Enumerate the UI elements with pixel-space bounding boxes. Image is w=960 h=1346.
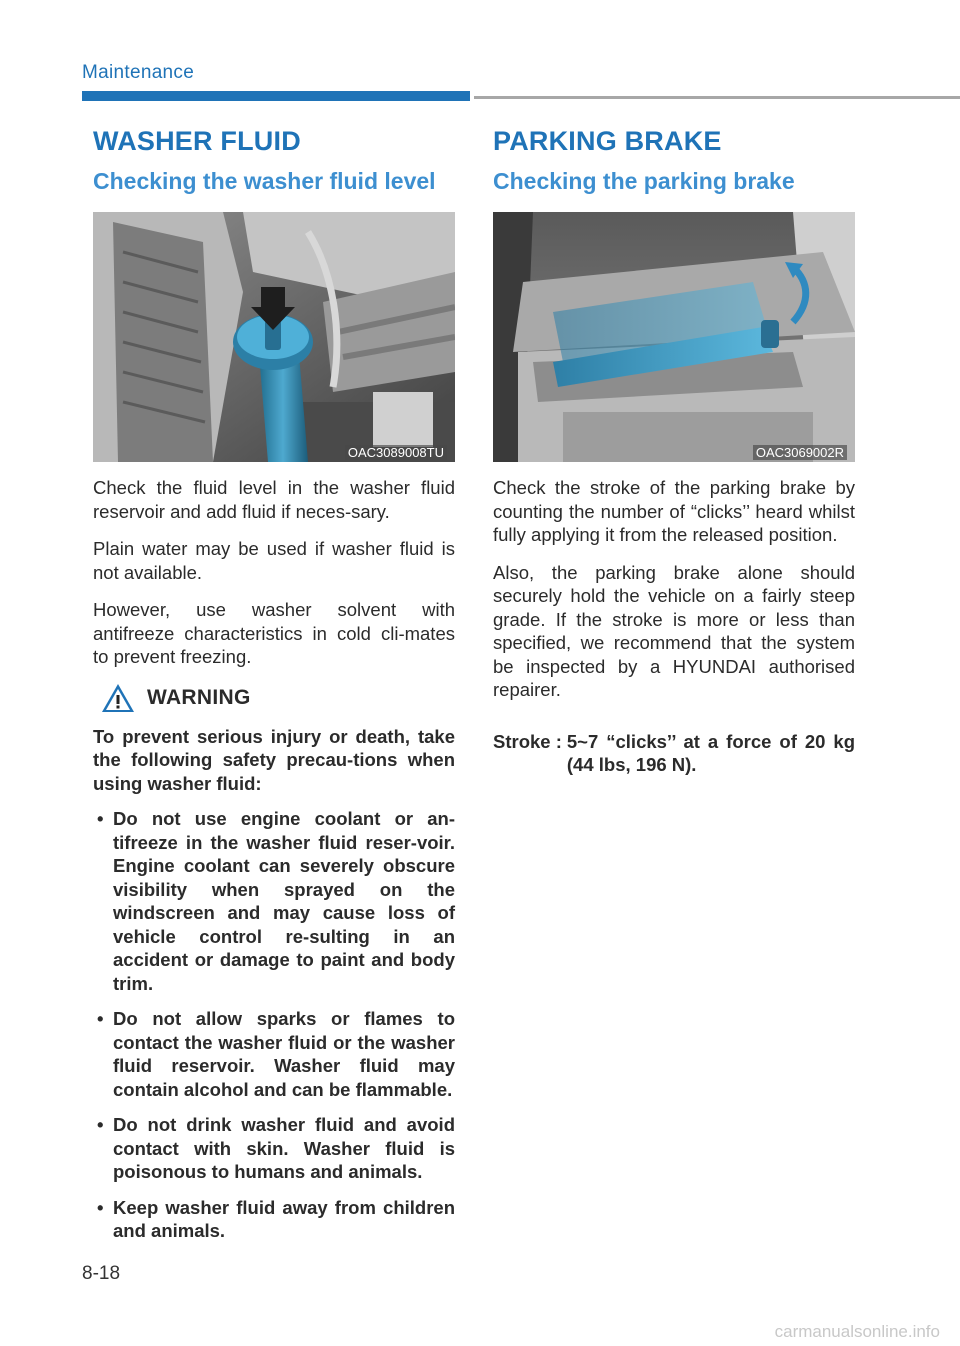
washer-fluid-title: WASHER FLUID [93, 126, 301, 156]
engine-bay-illustration [93, 212, 455, 462]
bullet-icon: • [97, 1008, 104, 1029]
bullet-icon: • [97, 1114, 104, 1135]
watermark: carmanualsonline.info [774, 1322, 940, 1341]
stroke-label: Stroke : [493, 730, 562, 752]
parking-brake-column [493, 118, 855, 777]
paragraph: However, use washer solvent with antifreeze characteristics in cold cli-mates to prevent freezing. [93, 599, 455, 667]
paragraph: Also, the parking brake alone should securely hold the vehicle on a fairly steep grade. If the stroke is more or less than specified, we recommend that the system be inspected by a HYUNDAI authorised repairer. [493, 561, 855, 700]
list-item: • Do not use engine coolant or an-tifreeze in the washer fluid reser-voir. Engine coolant can severely obscure visibility when sprayed on the windscreen and may cause loss of vehicle control re-sulting in an accident or damage to paint and body trim. [97, 808, 455, 994]
washer-fluid-column [93, 118, 455, 1255]
warning-label: WARNING [147, 685, 251, 709]
bullet-icon: • [97, 808, 104, 829]
parking-brake-subtitle: Checking the parking brake [493, 168, 795, 194]
warning-header [101, 683, 455, 713]
list-item: • Do not allow sparks or flames to contact the washer fluid or the washer fluid reservoir. Washer fluid may contain alcohol and can be flammable. [97, 1008, 455, 1100]
warning-list [93, 807, 455, 1243]
paragraph: Check the fluid level in the washer fluid reservoir and add fluid if neces-sary. [93, 477, 455, 522]
list-item: • Keep washer fluid away from children and animals. [97, 1196, 455, 1241]
stroke-spec [493, 730, 855, 777]
warning-triangle-icon [101, 683, 135, 713]
header-rule-blue [82, 91, 470, 101]
paragraph: Plain water may be used if washer fluid is not available. [93, 538, 455, 583]
figure-code: OAC3069002R [753, 445, 847, 460]
parking-brake-illustration [493, 212, 855, 462]
washer-reservoir-figure [93, 212, 455, 462]
stroke-value: 5~7 “clicks’’ at a force of 20 kg (44 lbs, 196 N). [566, 730, 855, 775]
header-rule-grey [474, 96, 960, 99]
paragraph: Check the stroke of the parking brake by counting the number of “clicks’’ heard whilst fully applying it from the released position. [493, 477, 855, 545]
section-label: Maintenance [82, 62, 195, 83]
figure-code: OAC3089008TU [345, 445, 447, 460]
washer-fluid-subtitle: Checking the washer fluid level [93, 168, 436, 194]
page-number: 8-18 [82, 1263, 121, 1284]
list-item: • Do not drink washer fluid and avoid contact with skin. Washer fluid is poisonous to humans and animals. [97, 1114, 455, 1182]
bullet-icon: • [97, 1196, 104, 1218]
parking-brake-figure [493, 212, 855, 462]
warning-intro: To prevent serious injury or death, take the following safety precau-tions when using washer fluid: [93, 725, 455, 794]
parking-brake-title: PARKING BRAKE [493, 126, 722, 156]
